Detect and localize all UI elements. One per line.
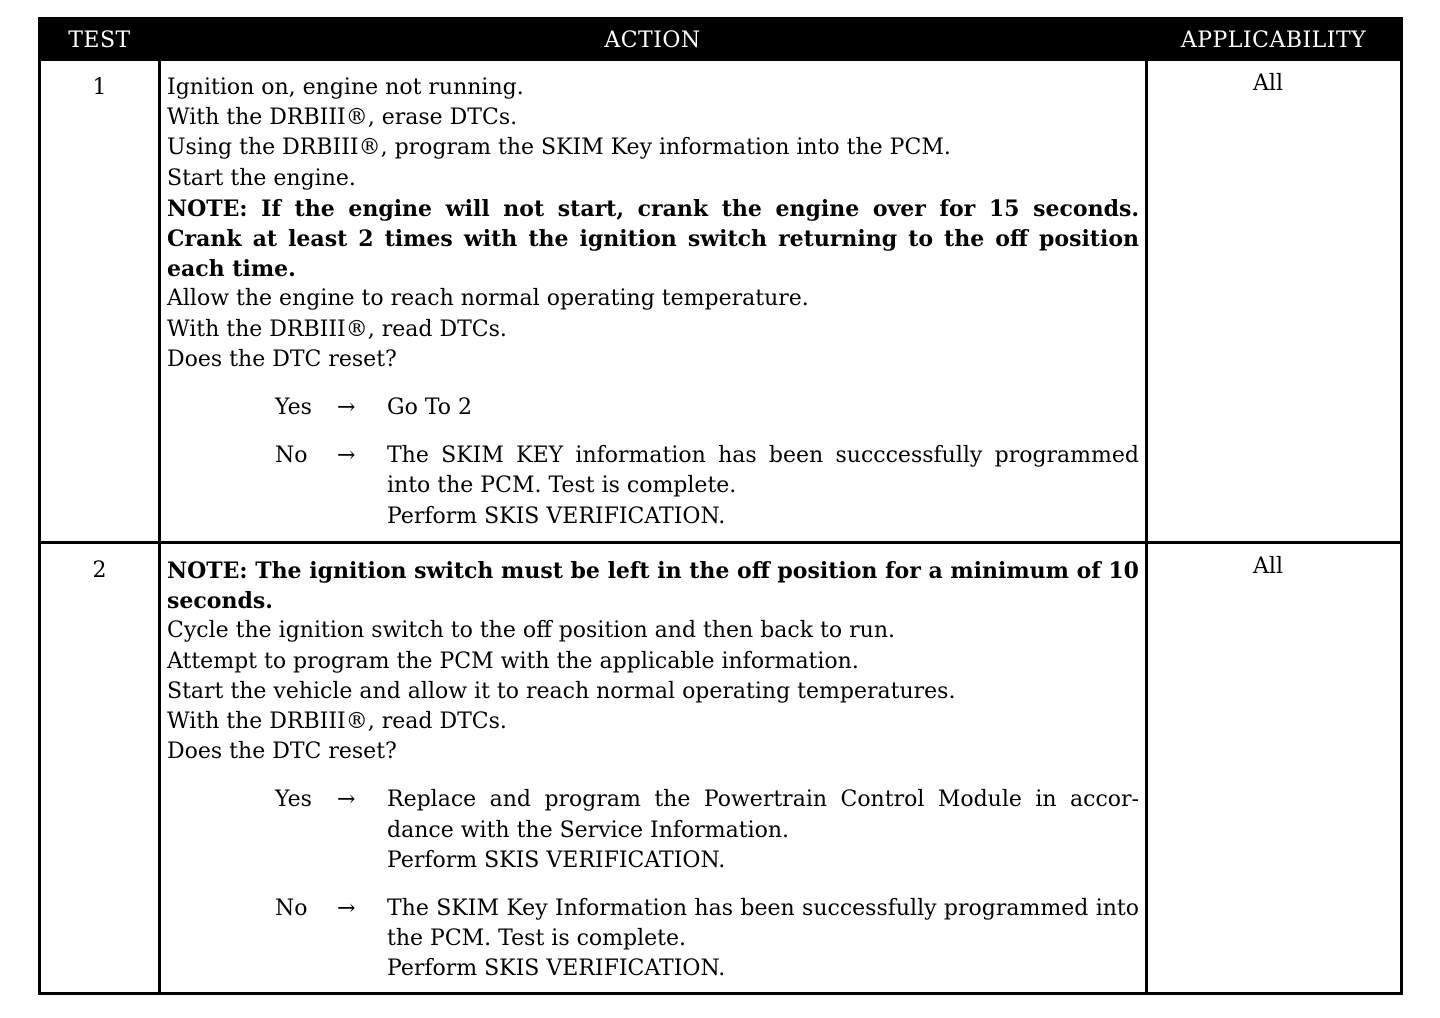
test-number: 1	[92, 75, 107, 100]
outcome-label: No	[275, 443, 308, 469]
action-line: With the DRBIII®, read DTCs.	[167, 316, 507, 342]
action-note: NOTE: If the engine will not start, crank the engine over for 15 seconds. Crank at least 2 times with the ignition switch returning to the off position each time.	[167, 195, 1139, 283]
outcome-line: Perform SKIS VERIFICATION.	[387, 503, 726, 529]
action-line: Does the DTC reset?	[167, 739, 397, 765]
action-line: Start the vehicle and allow it to reach normal operating temperatures.	[167, 678, 956, 704]
table-row-test-1	[41, 61, 1400, 541]
action-line: With the DRBIII®, erase DTCs.	[167, 105, 518, 131]
outcome-text	[387, 393, 1139, 423]
outcome-label: Yes	[275, 395, 312, 421]
arrow-right-icon: →	[337, 896, 356, 922]
action-line: Ignition on, engine not running.	[167, 75, 524, 100]
action-line: Attempt to program the PCM with the applicable information.	[167, 648, 859, 674]
outcome-line: The SKIM Key Information has been successfully programmed into the PCM. Test is complete.	[387, 896, 1139, 952]
outcome-line: Replace and program the Powertrain Control Module in accor- dance with the Service Information.	[387, 787, 1139, 843]
header-applicability: APPLICABILITY	[1180, 28, 1367, 53]
action-line: Does the DTC reset?	[167, 346, 397, 372]
action-cell	[167, 73, 1139, 532]
action-line: Using the DRBIII®, program the SKIM Key information into the PCM.	[167, 135, 951, 161]
action-line: Allow the engine to reach normal operating temperature.	[167, 286, 809, 312]
outcome-line: Go To 2	[387, 395, 473, 421]
table-row-test-2	[41, 544, 1400, 992]
outcome-label: No	[275, 896, 308, 922]
outcome-line: Perform SKIS VERIFICATION.	[387, 847, 726, 873]
arrow-right-icon: →	[337, 787, 356, 813]
table-header	[41, 20, 1400, 61]
action-line: Start the engine.	[167, 165, 356, 191]
action-cell	[167, 556, 1139, 985]
outcome-yes	[167, 393, 1139, 423]
action-line: With the DRBIII®, read DTCs.	[167, 709, 507, 735]
applicability-cell: All	[1253, 71, 1283, 96]
applicability-cell: All	[1253, 554, 1283, 579]
outcome-no	[167, 894, 1139, 985]
outcome-text	[387, 785, 1139, 876]
arrow-right-icon: →	[337, 395, 356, 421]
outcome-text	[387, 441, 1139, 532]
action-note: NOTE: The ignition switch must be left in the off position for a minimum of 10 seconds.	[167, 558, 1139, 615]
diagnostic-test-table	[38, 17, 1403, 995]
outcome-text	[387, 894, 1139, 985]
header-action: ACTION	[604, 28, 701, 53]
arrow-right-icon: →	[337, 443, 356, 469]
header-test: TEST	[68, 28, 131, 53]
outcome-line: Perform SKIS VERIFICATION.	[387, 956, 726, 982]
outcome-yes	[167, 785, 1139, 876]
action-line: Cycle the ignition switch to the off position and then back to run.	[167, 618, 895, 644]
outcome-no	[167, 441, 1139, 532]
test-number: 2	[92, 558, 107, 583]
outcome-label: Yes	[275, 787, 312, 813]
outcome-line: The SKIM KEY information has been succcessfully programmed into the PCM. Test is complete.	[387, 443, 1139, 499]
